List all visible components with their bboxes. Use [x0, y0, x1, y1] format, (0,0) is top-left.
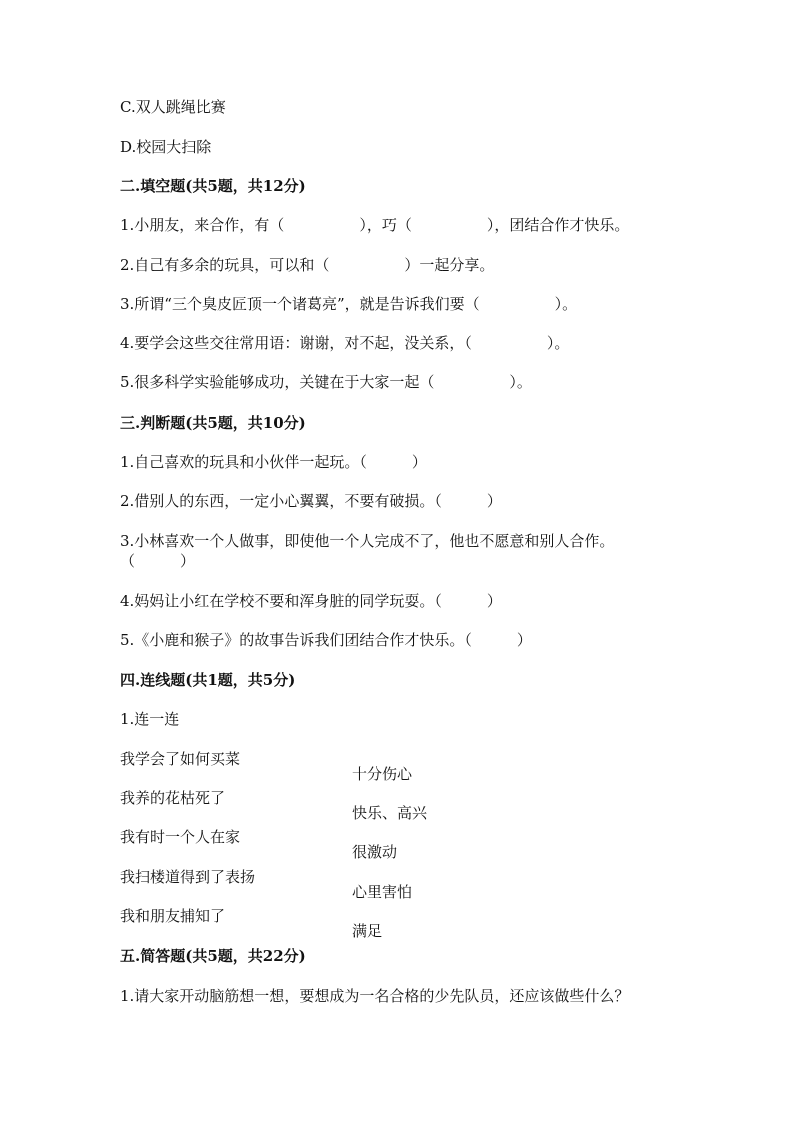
- section2-heading: 二.填空题(共5题，共12分): [120, 177, 306, 195]
- match-left-item: 我学会了如何买菜: [120, 750, 241, 768]
- match-right-item: 满足: [352, 922, 383, 940]
- section2-question-1: 1.小朋友，来合作，有（ ），巧（ ），团结合作才快乐。: [120, 216, 630, 234]
- section2-question-4: 4.要学会这些交往常用语：谢谢，对不起，没关系，（ ）。: [120, 334, 570, 352]
- match-left-item: 我养的花枯死了: [120, 789, 226, 807]
- section2-question-5: 5.很多科学实验能够成功，关键在于大家一起（ ）。: [120, 373, 532, 391]
- match-right-item: 十分伤心: [352, 765, 413, 783]
- option-c: C.双人跳绳比赛: [120, 98, 226, 116]
- section2-question-3: 3.所谓“三个臭皮匠顶一个诸葛亮”，就是告诉我们要（ ）。: [120, 295, 578, 313]
- match-right-item: 很激动: [352, 843, 398, 861]
- section4-heading: 四.连线题(共1题，共5分): [120, 671, 296, 689]
- section4-question-1: 1.连一连: [120, 710, 180, 728]
- section3-question-2: 2.借别人的东西，一定小心翼翼，不要有破损。（ ）: [120, 492, 502, 510]
- option-d: D.校园大扫除: [120, 138, 212, 156]
- match-left-item: 我和朋友捕知了: [120, 907, 226, 925]
- section5-heading: 五.简答题(共5题，共22分): [120, 947, 306, 965]
- match-left-item: 我有时一个人在家: [120, 828, 241, 846]
- section3-heading: 三.判断题(共5题，共10分): [120, 414, 306, 432]
- section3-question-3: 3.小林喜欢一个人做事，即使他一个人完成不了，他也不愿意和别人合作。: [120, 532, 615, 550]
- section3-question-5: 5.《小鹿和猴子》的故事告诉我们团结合作才快乐。（ ）: [120, 631, 532, 649]
- match-right-item: 心里害怕: [352, 883, 413, 901]
- match-right-item: 快乐、高兴: [352, 804, 428, 822]
- section3-question-4: 4.妈妈让小红在学校不要和浑身脏的同学玩耍。（ ）: [120, 592, 502, 610]
- section3-question-3-bracket: （ ）: [120, 552, 196, 570]
- match-left-item: 我扫楼道得到了表扬: [120, 868, 256, 886]
- section5-question-1: 1.请大家开动脑筋想一想，要想成为一名合格的少先队员，还应该做些什么？: [120, 987, 630, 1005]
- section3-question-1: 1.自己喜欢的玩具和小伙伴一起玩。（ ）: [120, 453, 427, 471]
- section2-question-2: 2.自己有多余的玩具，可以和（ ）一起分享。: [120, 256, 495, 274]
